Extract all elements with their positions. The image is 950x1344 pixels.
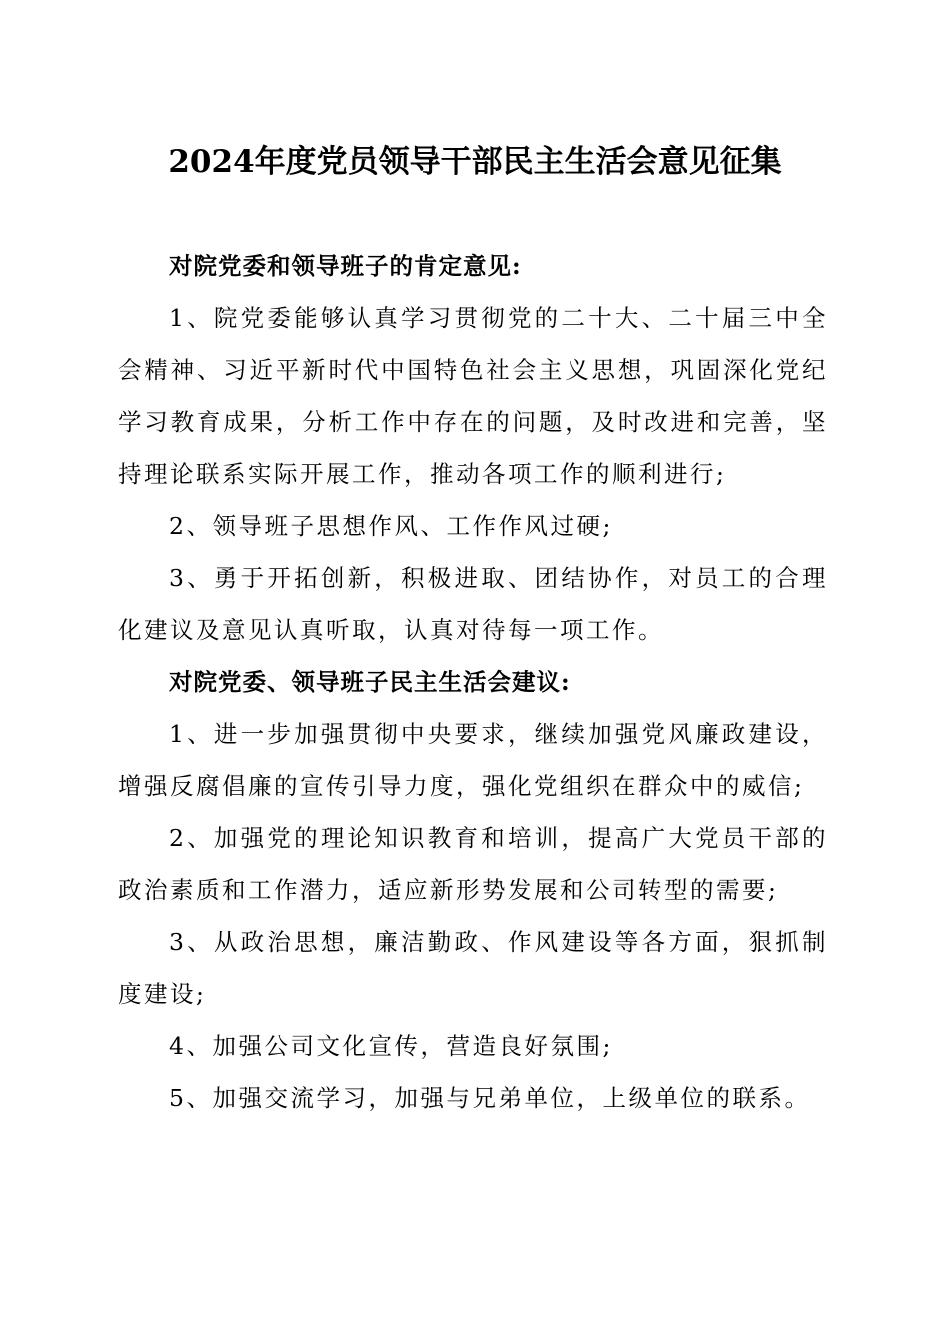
- paragraph: 1、院党委能够认真学习贯彻党的二十大、二十届三中全会精神、习近平新时代中国特色社会主义思想，巩固深化党纪学习教育成果，分析工作中存在的问题，及时改进和完善，坚持理论联系实际开展工作，推动各项工作的顺利进行;: [118, 304, 828, 488]
- paragraph: 1、进一步加强贯彻中央要求，继续加强党风廉政建设，增强反腐倡廉的宣传引导力度，强化党组织在群众中的威信;: [118, 720, 828, 800]
- paragraph: 2、领导班子思想作风、工作作风过硬;: [169, 512, 613, 540]
- paragraph: 4、加强公司文化宣传，营造良好氛围;: [169, 1032, 613, 1060]
- paragraph: 3、从政治思想，廉洁勤政、作风建设等各方面，狠抓制度建设;: [118, 928, 828, 1008]
- paragraph: 3、勇于开拓创新，积极进取、团结协作，对员工的合理化建议及意见认真听取，认真对待每一项工作。: [118, 564, 828, 644]
- paragraph: 2、加强党的理论知识教育和培训，提高广大党员干部的政治素质和工作潜力，适应新形势发展和公司转型的需要;: [118, 824, 828, 904]
- section-heading-suggestions: 对院党委、领导班子民主生活会建议:: [169, 668, 571, 696]
- paragraph: 5、加强交流学习，加强与兄弟单位，上级单位的联系。: [169, 1084, 811, 1112]
- document-body: [118, 240, 828, 1124]
- document-title: 2024年度党员领导干部民主生活会意见征集: [168, 144, 782, 180]
- section-heading-affirmation: 对院党委和领导班子的肯定意见:: [169, 252, 522, 280]
